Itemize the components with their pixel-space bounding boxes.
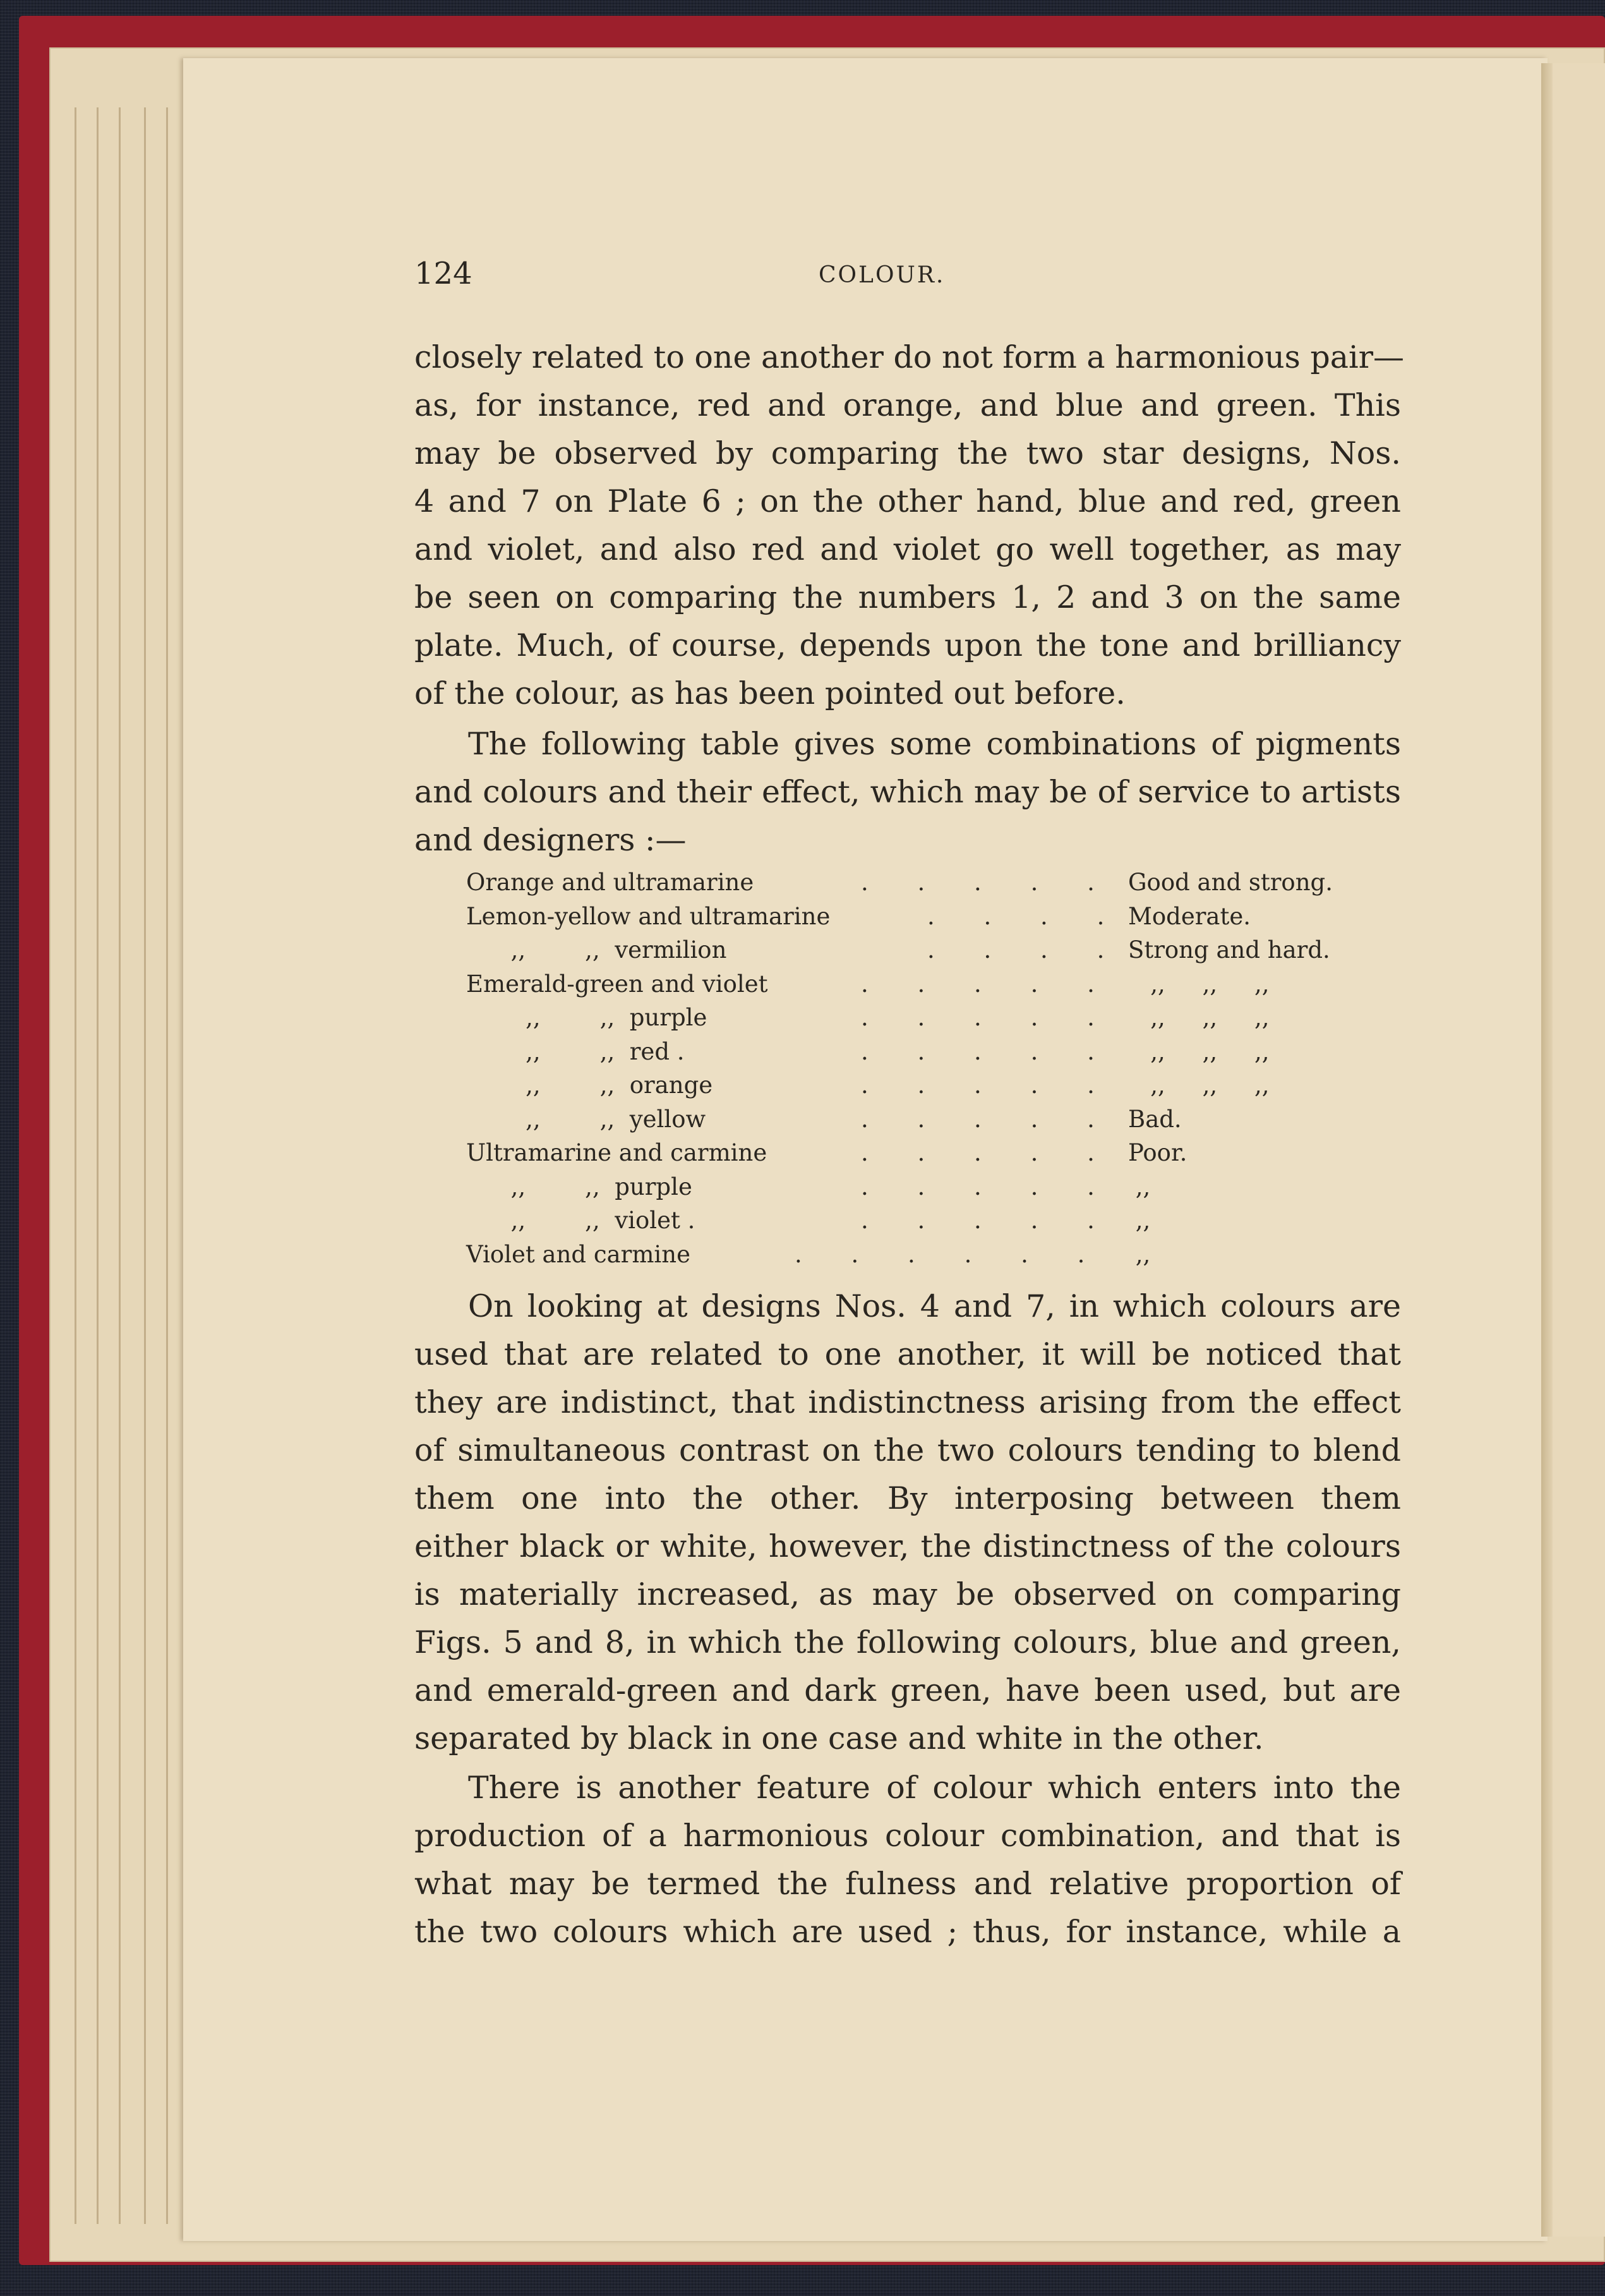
text-line: they are indistinct, that indistinctness arising from the effect [414, 1384, 1401, 1420]
leader-dots: . . . . . [861, 1207, 1115, 1234]
table-row [466, 933, 1350, 967]
combination: ,, ,, vermilion [466, 936, 727, 964]
text-line: Figs. 5 and 8, in which the following colours, blue and green, [414, 1624, 1401, 1660]
combination: ,, ,, red . [466, 1037, 685, 1065]
text-line: There is another feature of colour which enters into the [468, 1770, 1401, 1806]
text-line: the two colours which are used ; thus, for instance, while a [414, 1914, 1401, 1950]
page-edge-line [97, 107, 99, 2224]
text-line: and designers :— [414, 822, 687, 858]
text-line: as, for instance, red and orange, and blue and green. This [414, 387, 1401, 423]
table-row [466, 1035, 1350, 1069]
text-line: of the colour, as has been pointed out before. [414, 675, 1126, 711]
page-edge-line [144, 107, 146, 2224]
table-row [466, 1238, 1350, 1272]
effect: ,, [1128, 1173, 1151, 1200]
leader-dots: . . . . . [861, 1139, 1115, 1166]
combination: ,, ,, yellow [466, 1105, 706, 1133]
text-line: production of a harmonious colour combination, and that is [414, 1818, 1401, 1854]
effect: Bad. [1128, 1105, 1182, 1133]
combination: Emerald-green and violet [466, 970, 768, 998]
paragraph-1 [414, 334, 1405, 718]
text-line: either black or white, however, the distinctness of the colours [414, 1528, 1401, 1564]
leader-dots: . . . . . [861, 1173, 1115, 1200]
page-edge-line [75, 107, 76, 2224]
effect: Moderate. [1128, 902, 1251, 930]
text-line: them one into the other. By interposing between them [414, 1480, 1401, 1516]
effect: ,, [1128, 1240, 1151, 1268]
text-line: separated by black in one case and white in the other. [414, 1720, 1264, 1756]
combination: Orange and ultramarine [466, 869, 754, 896]
table-row [466, 1103, 1350, 1137]
leader-dots: . . . . . [861, 1072, 1115, 1099]
effect: ,, [1128, 1207, 1151, 1234]
combination: ,, ,, purple [466, 1004, 707, 1031]
effect: Good and strong. [1128, 869, 1333, 896]
text-line: is materially increased, as may be observed on comparing [414, 1576, 1401, 1612]
table-row [466, 866, 1350, 900]
text-line: be seen on comparing the numbers 1, 2 and 3 on the same [414, 579, 1401, 615]
paragraph-4 [414, 1764, 1401, 1956]
text-line: and colours and their effect, which may be of service to artists [414, 774, 1401, 810]
text-line: used that are related to one another, it will be noticed that [414, 1336, 1401, 1372]
table-row [466, 1170, 1350, 1204]
running-head: COLOUR. [819, 262, 946, 288]
page-edge-line [119, 107, 121, 2224]
text-line: and emerald-green and dark green, have been used, but are [414, 1672, 1401, 1708]
leader-dots: . . . . [927, 936, 1126, 964]
leader-dots: . . . . . [861, 1037, 1115, 1065]
combination: ,, ,, orange [466, 1072, 713, 1099]
page-edge-line [166, 107, 168, 2224]
combinations-table [466, 866, 1350, 1271]
text-line: what may be termed the fulness and relative proportion of [414, 1866, 1401, 1902]
page-header [414, 256, 1401, 306]
text-line: 4 and 7 on Plate 6 ; on the other hand, blue and red, green [414, 483, 1401, 519]
table-row [466, 900, 1350, 934]
combination: ,, ,, purple [466, 1173, 692, 1200]
page-number: 124 [414, 256, 472, 291]
combination: Ultramarine and carmine [466, 1139, 767, 1166]
table-row [466, 1068, 1350, 1103]
table-row [466, 1136, 1350, 1170]
text-line: closely related to one another do not form a harmonious pair— [414, 339, 1405, 375]
combination: Violet and carmine [466, 1240, 690, 1268]
table-row [466, 1001, 1350, 1035]
table-row [466, 967, 1350, 1001]
leader-dots: . . . . . [861, 869, 1115, 896]
combination: ,, ,, violet . [466, 1207, 695, 1234]
text-line: may be observed by comparing the two star designs, Nos. [414, 435, 1401, 471]
text-line: and violet, and also red and violet go well together, as may [414, 531, 1401, 567]
effect: ,, ,, ,, [1128, 1004, 1270, 1031]
leader-dots: . . . . . [861, 1004, 1115, 1031]
effect: Poor. [1128, 1139, 1187, 1166]
paragraph-3 [414, 1283, 1401, 1763]
facing-page-edge [1553, 63, 1605, 2237]
text-line: On looking at designs Nos. 4 and 7, in which colours are [468, 1288, 1401, 1324]
text-line: The following table gives some combinations of pigments [468, 726, 1401, 762]
table-row [466, 1204, 1350, 1238]
effect: ,, ,, ,, [1128, 970, 1270, 998]
leader-dots: . . . . . [861, 1105, 1115, 1133]
gutter [1541, 63, 1553, 2237]
effect: ,, ,, ,, [1128, 1072, 1270, 1099]
paragraph-2 [414, 720, 1401, 864]
combination: Lemon-yellow and ultramarine [466, 902, 831, 930]
leader-dots: . . . . [927, 902, 1126, 930]
effect: Strong and hard. [1128, 936, 1330, 964]
text-line: of simultaneous contrast on the two colours tending to blend [414, 1432, 1401, 1468]
text-line: plate. Much, of course, depends upon the tone and brilliancy [414, 627, 1401, 663]
leader-dots: . . . . . [861, 970, 1115, 998]
leader-dots: . . . . . . [795, 1240, 1106, 1268]
effect: ,, ,, ,, [1128, 1037, 1270, 1065]
